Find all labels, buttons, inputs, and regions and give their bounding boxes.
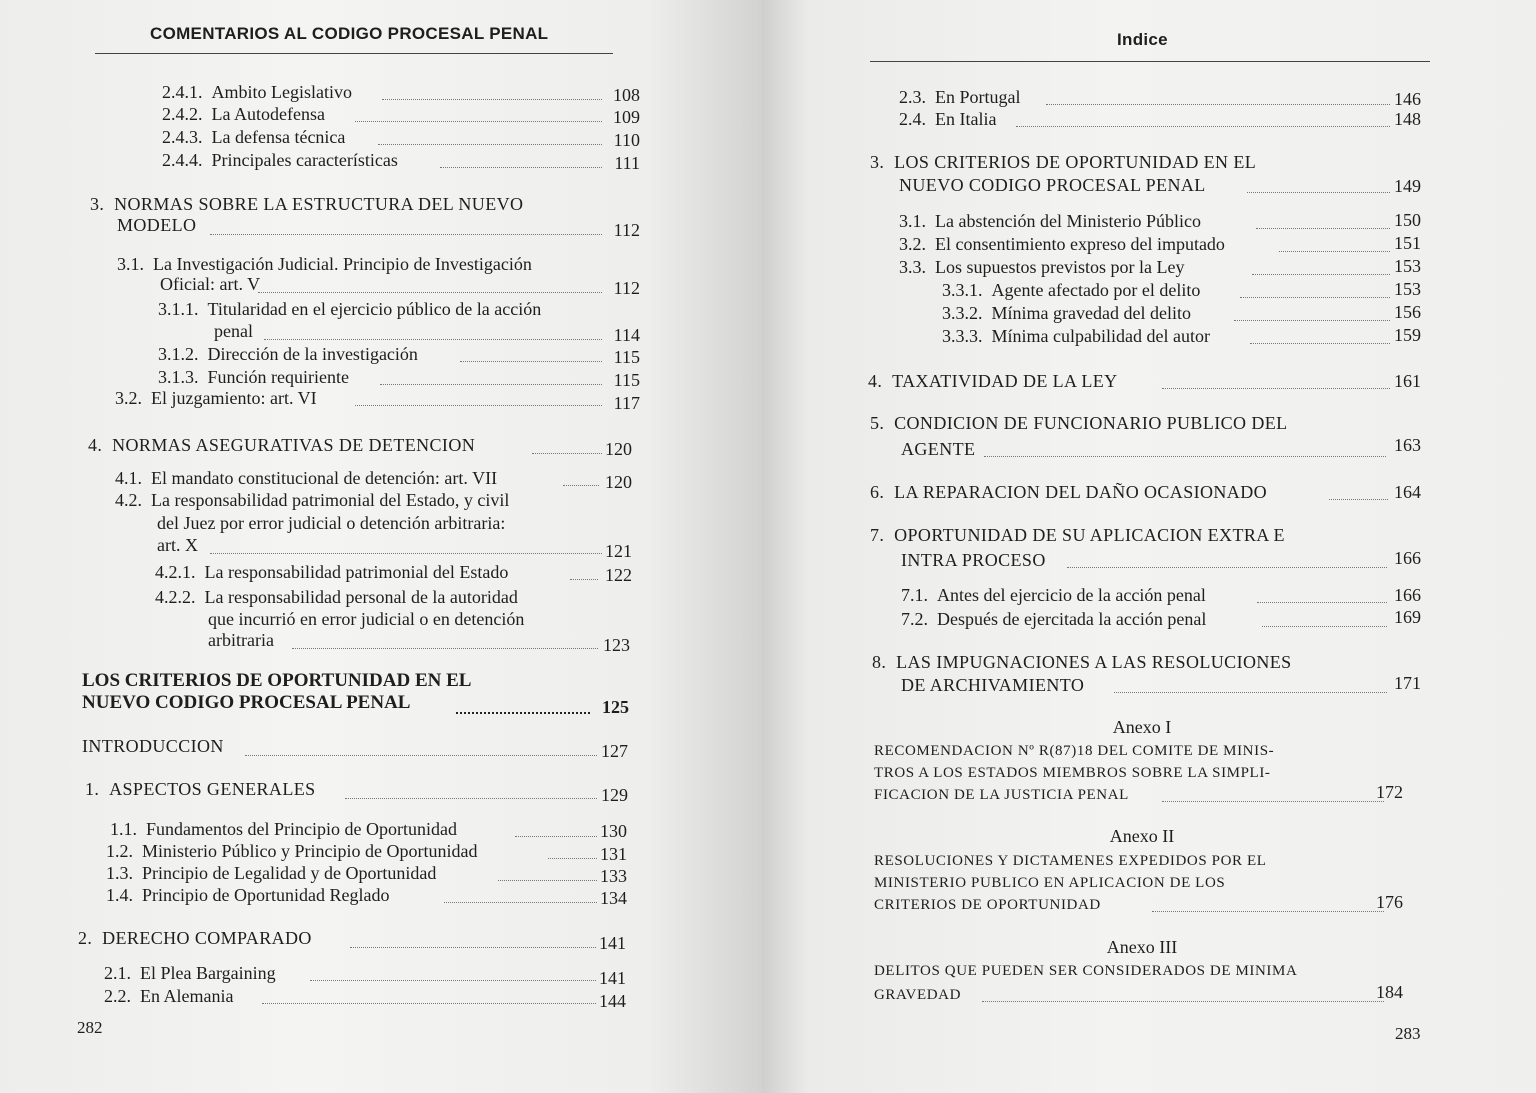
toc-page-number: 133 [600,866,627,886]
toc-number: 1.4. [106,885,133,905]
dot-leader [210,553,602,554]
toc-number: 2. [78,928,93,948]
toc-title: Principales características [211,150,398,170]
toc-entry[interactable] [899,108,996,130]
toc-section[interactable] [872,651,1292,673]
toc-number: 3.1.2. [158,344,199,364]
toc-number: 3. [90,194,105,214]
dot-leader [310,980,596,981]
toc-title: Principio de Legalidad y de Oportunidad [142,863,437,883]
toc-title: En Alemania [140,986,234,1006]
toc-number: 5. [870,413,885,433]
toc-page-number: 130 [600,821,627,841]
toc-page-number: 171 [1394,673,1421,693]
toc-title-continued: arbitraria [208,630,274,650]
toc-title-continued: que incurrió en error judicial o en detención [208,609,525,629]
toc-section[interactable] [88,434,475,456]
toc-page-number: 141 [599,933,626,953]
toc-number: 2.4.3. [162,127,203,147]
toc-title: OPORTUNIDAD DE SU APLICACION EXTRA E [894,525,1285,545]
toc-number: 2.2. [104,986,131,1006]
toc-page-number: 121 [605,541,632,561]
toc-number: 1.2. [106,841,133,861]
toc-number: 4.1. [115,468,142,488]
header-rule [95,53,613,54]
toc-title: El juzgamiento: art. VI [151,388,317,408]
toc-title: Después de ejercitada la acción penal [937,609,1207,629]
toc-section[interactable] [85,778,316,800]
toc-section[interactable] [870,524,1285,546]
toc-entry[interactable] [901,608,1206,630]
toc-title: NORMAS ASEGURATIVAS DE DETENCION [112,435,476,455]
toc-title: La abstención del Ministerio Público [935,211,1201,231]
dot-leader [262,1003,596,1004]
dot-leader [378,144,602,145]
toc-entry[interactable] [104,962,276,984]
page-number: 282 [77,1018,103,1037]
toc-title: En Portugal [935,87,1021,107]
annex-description: DELITOS QUE PUEDEN SER CONSIDERADOS DE MINIMA [874,963,1298,979]
toc-section[interactable] [870,151,1256,173]
header-rule [870,61,1430,62]
annex-title[interactable]: Anexo I [1112,717,1172,737]
toc-section[interactable] [868,370,1118,392]
toc-entry[interactable] [162,103,325,125]
toc-number: 3.3. [899,257,926,277]
toc-title: Titularidad en el ejercicio público de la acción [207,299,542,319]
toc-number: 2.1. [104,963,131,983]
toc-entry[interactable] [899,86,1021,108]
annex-description: MINISTERIO PUBLICO EN APLICACION DE LOS [874,875,1226,891]
toc-number: 4.2.1. [155,562,196,582]
toc-entry[interactable] [901,584,1206,606]
dot-leader [350,947,596,948]
dot-leader [382,99,602,100]
toc-title: El Plea Bargaining [140,963,276,983]
toc-number: 4.2.2. [155,587,196,607]
toc-page-number: 108 [613,85,640,105]
toc-title-continued: INTRA PROCESO [901,550,1046,570]
dot-leader [982,1001,1384,1002]
toc-entry[interactable] [104,985,233,1007]
annex-description: RESOLUCIONES Y DICTAMENES EXPEDIDOS POR EL [874,853,1267,869]
toc-title: Función requiriente [207,367,349,387]
toc-page-number: 169 [1394,607,1421,627]
toc-number: 3.2. [115,388,142,408]
toc-number: 1. [85,779,100,799]
toc-number: 2.4.2. [162,104,203,124]
toc-page-number: 159 [1394,325,1421,345]
toc-entry[interactable] [158,343,418,365]
dot-leader [380,384,602,385]
toc-title: DERECHO COMPARADO [102,928,312,948]
toc-number: 3.3.1. [942,280,983,300]
toc-number: 4. [868,371,883,391]
toc-entry[interactable] [899,210,1201,232]
toc-page-number: 163 [1394,435,1421,455]
toc-page-number: 120 [605,472,632,492]
toc-entry[interactable] [162,126,345,148]
toc-page-number: 151 [1394,233,1421,253]
toc-page-number: 166 [1394,585,1421,605]
toc-page-number: 148 [1394,109,1421,129]
toc-title: La Autodefensa [211,104,325,124]
annex-description: FICACION DE LA JUSTICIA PENAL [874,787,1129,803]
toc-entry[interactable] [158,298,541,320]
annex-title[interactable]: Anexo II [1109,826,1175,846]
toc-page-number: 115 [613,370,640,390]
toc-page-number: 109 [613,107,640,127]
annex-page-number: 184 [1376,982,1403,1002]
toc-page-number: 144 [599,991,626,1011]
dot-leader [292,648,598,649]
dot-leader [1067,567,1387,568]
toc-number: 2.4.1. [162,82,203,102]
toc-entry[interactable]: INTRODUCCION [82,736,224,756]
toc-section[interactable] [870,412,1288,434]
toc-title: La responsabilidad personal de la autoridad [204,587,518,607]
toc-entry[interactable] [117,253,532,275]
running-head: COMENTARIOS AL CODIGO PROCESAL PENAL [150,24,549,43]
toc-page-number: 112 [613,278,640,298]
toc-title: La Investigación Judicial. Principio de Investigación [153,254,532,274]
toc-entry[interactable] [899,233,1225,255]
toc-entry[interactable] [899,256,1184,278]
toc-page-number: 156 [1394,302,1421,322]
dot-leader [264,339,602,340]
toc-title: En Italia [935,109,997,129]
toc-page-number: 115 [613,347,640,367]
toc-page-number: 127 [601,741,628,761]
toc-number: 2.3. [899,87,926,107]
toc-part-heading-continued: NUEVO CODIGO PROCESAL PENAL [82,692,411,713]
toc-title: La responsabilidad patrimonial del Estado [204,562,509,582]
toc-page-number: 114 [613,325,640,345]
toc-page-number: 120 [605,439,632,459]
toc-number: 4.2. [115,490,142,510]
toc-page-number: 122 [605,565,632,585]
toc-title: ASPECTOS GENERALES [109,779,316,799]
toc-title: La defensa técnica [211,127,346,147]
toc-entry[interactable] [155,586,518,608]
toc-number: 3.3.3. [942,326,983,346]
dot-leader [984,456,1386,457]
toc-number: 3.1.1. [158,299,199,319]
toc-section[interactable] [870,481,1267,503]
right-page [762,0,1536,1093]
toc-number: 7.2. [901,609,928,629]
toc-title-continued: art. X [157,535,198,555]
toc-entry[interactable] [155,561,508,583]
toc-entry[interactable] [110,818,457,840]
dot-leader [355,121,602,122]
toc-section[interactable] [78,927,312,949]
dot-leader [1162,388,1390,389]
toc-page-number: 129 [601,785,628,805]
toc-number: 7.1. [901,585,928,605]
toc-title: La responsabilidad patrimonial del Estado, y civil [151,490,510,510]
toc-section[interactable] [90,193,523,215]
toc-title: Agente afectado por el delito [991,280,1201,300]
toc-page-number: 110 [613,130,640,150]
toc-title: Ministerio Público y Principio de Oportunidad [142,841,478,861]
toc-page-number: 161 [1394,371,1421,391]
toc-number: 3. [870,152,885,172]
dot-leader [245,755,597,756]
toc-title-continued: AGENTE [901,439,976,459]
toc-title: Dirección de la investigación [207,344,418,364]
toc-title: LA REPARACION DEL DAÑO OCASIONADO [894,482,1268,502]
toc-number: 2.4. [899,109,926,129]
annex-title[interactable]: Anexo III [1106,937,1178,957]
dot-leader [1016,126,1390,127]
annex-description: TROS A LOS ESTADOS MIEMBROS SOBRE LA SIMPLI- [874,765,1271,781]
toc-page-number: 166 [1394,548,1421,568]
toc-entry[interactable] [115,489,509,511]
dot-leader [440,167,602,168]
toc-number: 3.1.3. [158,367,199,387]
annex-description: GRAVEDAD [874,987,962,1003]
annex-page-number: 172 [1376,782,1403,802]
toc-number: 4. [88,435,103,455]
annex-description: RECOMENDACION Nº R(87)18 DEL COMITE DE MINIS- [874,743,1275,759]
toc-number: 8. [872,652,887,672]
dot-leader [355,405,602,406]
toc-page-number: 125 [602,697,629,717]
toc-number: 6. [870,482,885,502]
toc-page-number: 131 [600,844,627,864]
toc-title: CONDICION DE FUNCIONARIO PUBLICO DEL [894,413,1288,433]
toc-title-continued: NUEVO CODIGO PROCESAL PENAL [899,175,1206,195]
toc-title: Principio de Oportunidad Reglado [142,885,390,905]
toc-number: 1.1. [110,819,137,839]
toc-title: LOS CRITERIOS DE OPORTUNIDAD EN EL [894,152,1257,172]
toc-page-number: 123 [603,635,630,655]
dot-leader [210,234,602,235]
toc-number: 3.1. [899,211,926,231]
toc-page-number: 141 [599,968,626,988]
toc-entry[interactable] [942,302,1191,324]
annex-page-number: 176 [1376,892,1403,912]
toc-title: LAS IMPUGNACIONES A LAS RESOLUCIONES [896,652,1292,672]
running-head: Indice [1117,30,1168,49]
toc-title: Mínima gravedad del delito [991,303,1191,323]
toc-page-number: 153 [1394,256,1421,276]
toc-page-number: 111 [614,153,640,173]
toc-entry[interactable] [106,884,389,906]
toc-title-continued: Oficial: art. V [160,274,261,294]
toc-title: El consentimiento expreso del imputado [935,234,1225,254]
toc-title: Fundamentos del Principio de Oportunidad [146,819,457,839]
toc-title: TAXATIVIDAD DE LA LEY [892,371,1118,391]
toc-number: 7. [870,525,885,545]
dot-leader [1046,104,1390,105]
toc-entry[interactable] [942,325,1210,347]
toc-number: 2.4.4. [162,150,203,170]
toc-entry[interactable] [162,149,398,171]
toc-page-number: 149 [1394,176,1421,196]
toc-title-continued: del Juez por error judicial o detención arbitraria: [157,513,506,533]
toc-title-continued: DE ARCHIVAMIENTO [901,675,1085,695]
toc-page-number: 112 [613,220,640,240]
toc-entry[interactable] [115,467,497,489]
toc-entry[interactable] [162,81,352,103]
toc-entry[interactable] [106,862,436,884]
toc-number: 3.1. [117,254,144,274]
toc-title: Los supuestos previstos por la Ley [935,257,1185,277]
toc-title: Ambito Legislativo [211,82,352,102]
dot-leader [345,798,597,799]
toc-page-number: 117 [613,393,640,413]
toc-title: Mínima culpabilidad del autor [991,326,1210,346]
toc-title: NORMAS SOBRE LA ESTRUCTURA DEL NUEVO [114,194,524,214]
toc-page-number: 153 [1394,279,1421,299]
page-number: 283 [1395,1024,1421,1043]
toc-title-continued: penal [214,321,253,341]
dot-leader [258,292,602,293]
toc-entry[interactable] [115,387,317,409]
toc-number: 3.2. [899,234,926,254]
toc-entry[interactable] [942,279,1200,301]
toc-title: Antes del ejercicio de la acción penal [937,585,1206,605]
toc-entry[interactable] [158,366,349,388]
toc-page-number: 146 [1394,89,1421,109]
toc-page-number: 164 [1394,482,1421,502]
toc-page-number: 150 [1394,210,1421,230]
toc-title-continued: MODELO [117,215,197,235]
toc-page-number: 134 [600,888,627,908]
toc-entry[interactable] [106,840,477,862]
annex-description: CRITERIOS DE OPORTUNIDAD [874,897,1101,913]
toc-number: 1.3. [106,863,133,883]
left-page [0,0,762,1093]
dot-leader [1114,692,1387,693]
toc-title: El mandato constitucional de detención: art. VII [151,468,498,488]
toc-number: 3.3.2. [942,303,983,323]
toc-part-heading[interactable]: LOS CRITERIOS DE OPORTUNIDAD EN EL [82,670,472,691]
